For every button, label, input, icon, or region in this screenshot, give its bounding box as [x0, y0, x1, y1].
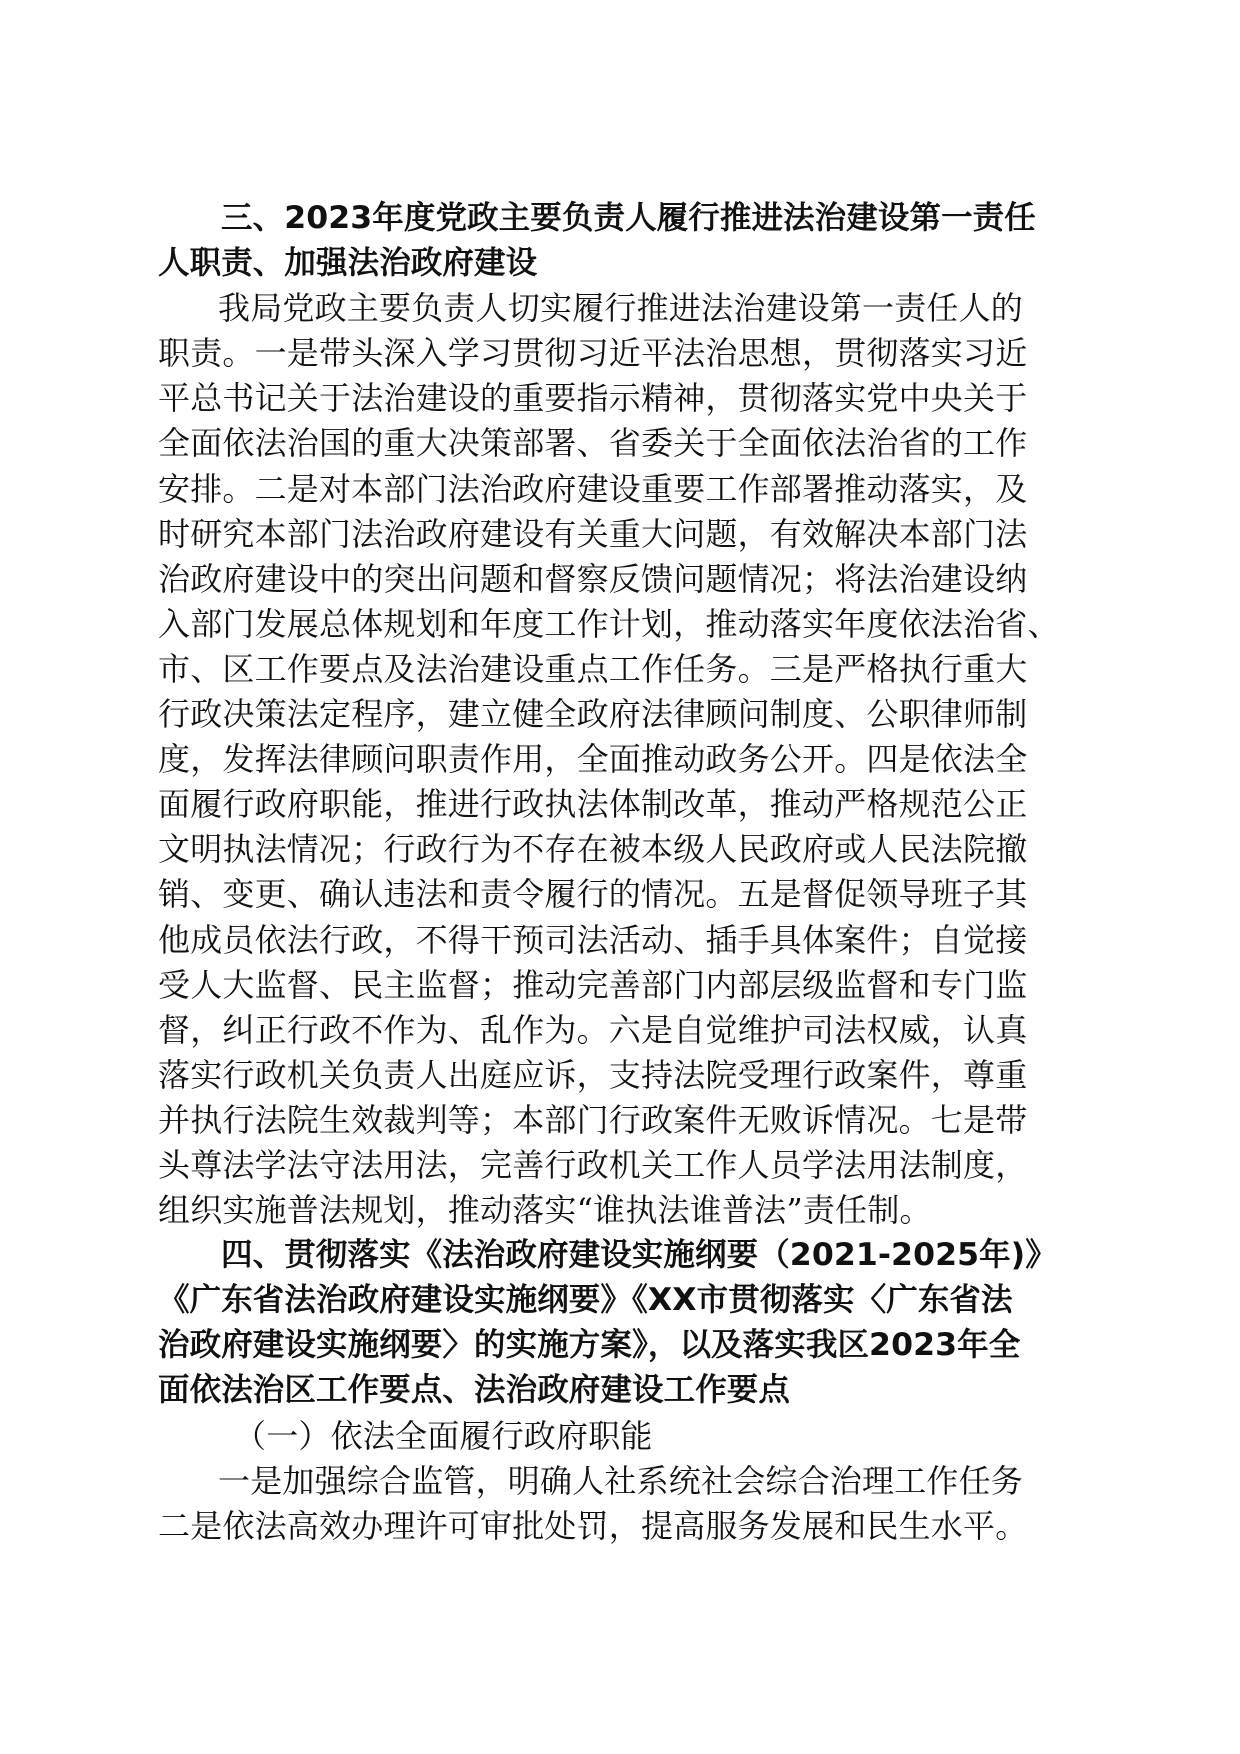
section3-paragraph-line: 受人大监督、民主监督；推动完善部门内部层级监督和专门监	[158, 965, 1028, 1004]
section3-heading-line-2: 人职责、加强法治政府建设	[158, 245, 538, 282]
section4-heading-line-2: 《广东省法治政府建设实施纲要》《XX市贯彻落实〈广东省法	[158, 1282, 1013, 1319]
section4-heading-line-3: 治政府建设实施纲要〉的实施方案》，以及落实我区2023年全	[158, 1327, 1021, 1364]
section3-paragraph-line: 行政决策法定程序，建立健全政府法律顾问制度、公职律师制	[158, 695, 1028, 734]
section3-paragraph-line: 组织实施普法规划，推动落实“谁执法谁普法”责任制。	[158, 1191, 932, 1230]
section3-paragraph-line: 销、变更、确认违法和责令履行的情况。五是督促领导班子其	[158, 875, 1028, 914]
section3-paragraph-line: 职责。一是带头深入学习贯彻习近平法治思想，贯彻落实习近	[158, 334, 1028, 373]
section3-paragraph-line: 并执行法院生效裁判等；本部门行政案件无败诉情况。七是带	[158, 1100, 1028, 1139]
section3-paragraph-line: 平总书记关于法治建设的重要指示精神，贯彻落实党中央关于	[158, 379, 1028, 418]
section3-paragraph-line: 面履行政府职能，推进行政执法体制改革，推动严格规范公正	[158, 785, 1028, 824]
section3-paragraph-line: 治政府建设中的突出问题和督察反馈问题情况；将法治建设纳	[158, 559, 1028, 598]
section4-paragraph-line: 二是依法高效办理许可审批处罚，提高服务发展和民生水平。	[158, 1506, 1028, 1545]
section3-paragraph-line: 度，发挥法律顾问职责作用，全面推动政务公开。四是依法全	[158, 740, 1028, 779]
section3-paragraph-line: 时研究本部门法治政府建设有关重大问题，有效解决本部门法	[158, 514, 1028, 553]
section3-paragraph-line: 督，纠正行政不作为、乱作为。六是自觉维护司法权威，认真	[158, 1010, 1028, 1049]
section3-paragraph-line: 头尊法学法守法用法，完善行政机关工作人员学法用法制度，	[158, 1145, 1028, 1184]
section3-heading-line-1: 三、2023年度党政主要负责人履行推进法治建设第一责任	[221, 200, 1036, 236]
section4-heading-line-4: 面依法治区工作要点、法治政府建设工作要点	[158, 1372, 791, 1409]
section3-paragraph-line: 落实行政机关负责人出庭应诉，支持法院受理行政案件，尊重	[158, 1055, 1028, 1094]
subsection-title: （一）依法全面履行政府职能	[234, 1416, 653, 1455]
section3-paragraph-line: 文明执法情况；行政行为不存在被本级人民政府或人民法院撤	[158, 830, 1028, 869]
section3-paragraph-line: 他成员依法行政，不得干预司法活动、插手具体案件；自觉接	[158, 920, 1028, 959]
section4-heading-line-1: 四、贯彻落实《法治政府建设实施纲要（2021-2025年)》	[221, 1237, 1057, 1274]
section3-paragraph-line: 安排。二是对本部门法治政府建设重要工作部署推动落实，及	[158, 469, 1028, 508]
section3-paragraph-line: 入部门发展总体规划和年度工作计划，推动落实年度依法治省、	[158, 604, 1060, 643]
section3-paragraph-line: 我局党政主要负责人切实履行推进法治建设第一责任人的	[218, 289, 1024, 328]
section4-paragraph-line: 一是加强综合监管，明确人社系统社会综合治理工作任务	[218, 1461, 1024, 1500]
section3-paragraph-line: 市、区工作要点及法治建设重点工作任务。三是严格执行重大	[158, 649, 1028, 688]
section3-paragraph-line: 全面依法治国的重大决策部署、省委关于全面依法治省的工作	[158, 424, 1028, 463]
document-body	[158, 196, 1088, 1549]
